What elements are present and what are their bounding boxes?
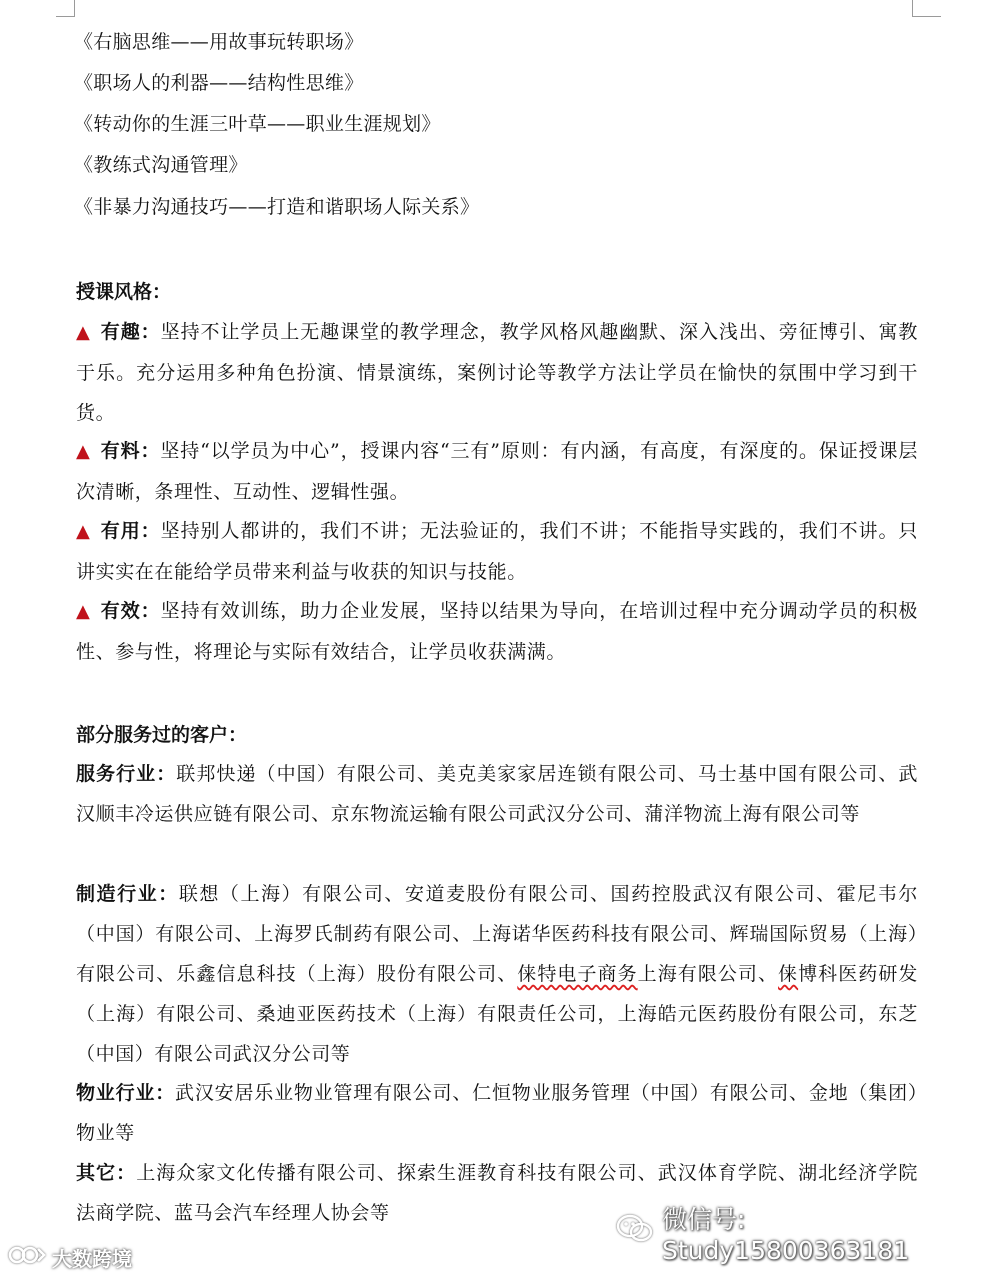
style-text: 坚持有效训练，助力企业发展，坚持以结果为导向，在培训过程中充分调动学员的积极性、参与性，将理论与实际有效结合，让学员收获满满。 (76, 600, 918, 663)
book-title: 《教练式沟通管理》 (74, 154, 248, 176)
industry-label: 服务行业： (76, 763, 177, 785)
industry-label: 其它： (76, 1162, 137, 1184)
book-title: 《转动你的生涯三叶草——职业生涯规划》 (74, 113, 441, 135)
spellcheck-flagged-text: 俫特电子商务 (517, 963, 638, 985)
brand-watermark (8, 1240, 132, 1274)
style-text: 坚持不让学员上无趣课堂的教学理念，教学风格风趣幽默、深入浅出、旁征博引、寓教于乐。充分运用多种角色扮演、情景演练，案例讨论等教学方法让学员在愉快的氛围中学习到干货。 (76, 321, 918, 424)
wechat-icon (616, 1213, 654, 1251)
page-corner-mark-right (912, 0, 941, 17)
style-item-content (76, 431, 918, 512)
triangle-bullet-icon: ▲ (76, 441, 91, 462)
page-corner-mark-left (56, 0, 75, 17)
brand-name-text: 大数跨境 (52, 1246, 132, 1271)
clients-heading: 部分服务过的客户： (76, 724, 248, 746)
wechat-id-text: 微信号: Study15800363181 (662, 1204, 910, 1265)
clients-manufacturing-industry (76, 874, 918, 1074)
book-title: 《右脑思维——用故事玩转职场》 (74, 31, 364, 53)
style-label: 有效： (100, 600, 161, 622)
wechat-watermark (616, 1204, 993, 1265)
triangle-bullet-icon: ▲ (76, 322, 91, 343)
industry-clients-text: 上海有限公司、 (637, 963, 779, 985)
style-label: 有料： (100, 440, 161, 462)
style-text: 坚持别人都讲的，我们不讲；无法验证的，我们不讲；不能指导实践的，我们不讲。只讲实实在在能给学员带来利益与收获的知识与技能。 (76, 520, 918, 583)
industry-label: 物业行业： (76, 1082, 176, 1104)
triangle-bullet-icon: ▲ (76, 521, 91, 542)
book-title: 《非暴力沟通技巧——打造和谐职场人际关系》 (74, 196, 480, 218)
industry-clients-text: 联邦快递（中国）有限公司、美克美家家居连锁有限公司、马士基中国有限公司、武汉顺丰冷运供应链有限公司、京东物流运输有限公司武汉分公司、蒲洋物流上海有限公司等 (76, 763, 918, 825)
teaching-style-heading: 授课风格： (76, 281, 172, 303)
style-item-effective (76, 591, 918, 672)
book-title: 《职场人的利器——结构性思维》 (74, 72, 364, 94)
style-label: 有用： (100, 520, 161, 542)
industry-clients-text: 上海众家文化传播有限公司、探索生涯教育科技有限公司、武汉体育学院、湖北经济学院法商学院、蓝马会汽车经理人协会等 (76, 1162, 918, 1224)
style-item-fun (76, 312, 918, 433)
style-item-useful (76, 511, 918, 592)
industry-clients-text: 武汉安居乐业物业管理有限公司、仁恒物业服务管理（中国）有限公司、金地（集团）物业等 (76, 1082, 918, 1144)
industry-label: 制造行业： (76, 883, 179, 905)
clients-property-industry (76, 1073, 918, 1153)
industry-clients-text: 博科医药研发（上海）有限公司、桑迪亚医药技术（上海）有限责任公司，上海皓元医药股份有限公司，东芝（中国）有限公司武汉分公司等 (76, 963, 918, 1065)
brand-logo-icon (8, 1241, 48, 1274)
clients-service-industry (76, 754, 918, 834)
style-text: 坚持“以学员为中心”，授课内容“三有”原则：有内涵，有高度，有深度的。保证授课层次清晰，条理性、互动性、逻辑性强。 (76, 440, 919, 503)
industry-clients-text: 联想（上海）有限公司、安道麦股份有限公司、国药控股武汉有限公司、霍尼韦尔（中国）有限公司、上海罗氏制药有限公司、上海诺华医药科技有限公司、辉瑞国际贸易（上海）有限公司、乐鑫信息科技（上海）股份有限公司、 (76, 883, 918, 985)
style-label: 有趣： (100, 321, 161, 343)
triangle-bullet-icon: ▲ (76, 601, 91, 622)
spellcheck-flagged-text: 俫 (778, 963, 799, 985)
